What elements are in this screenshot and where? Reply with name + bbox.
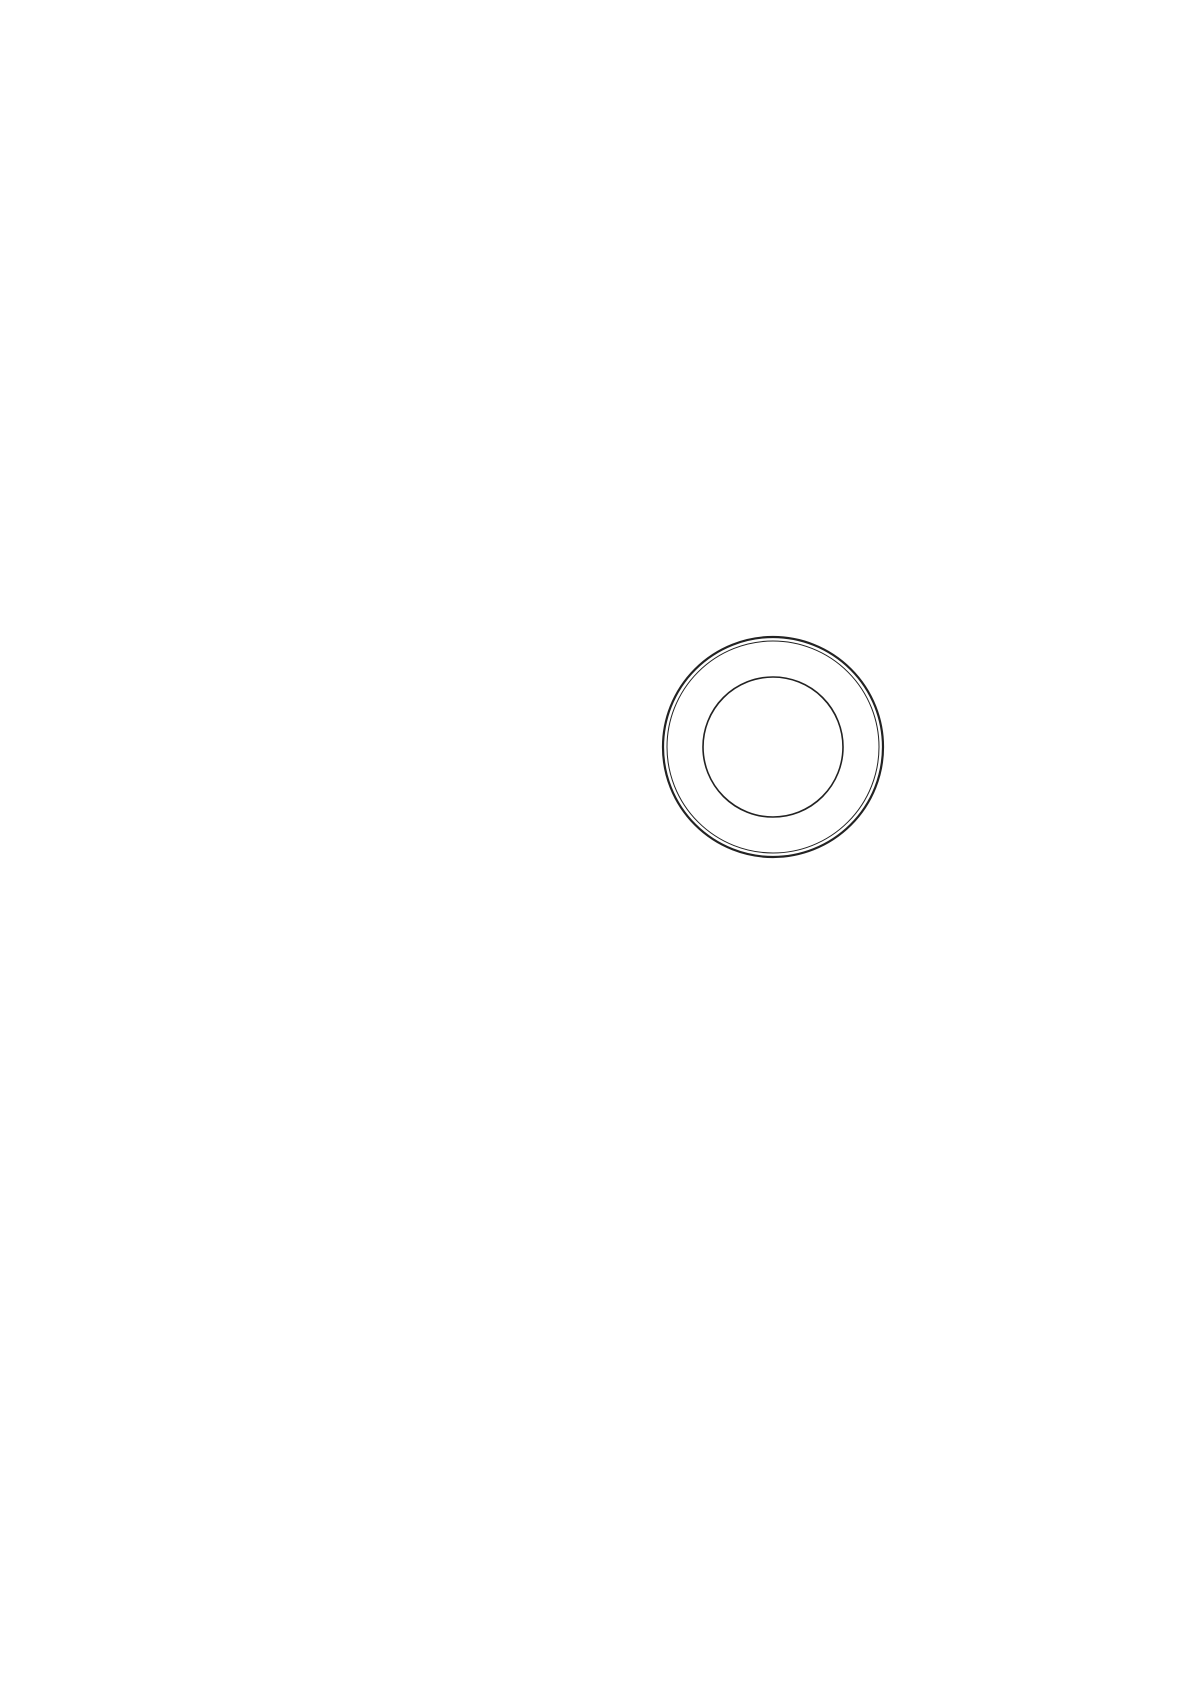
scan-edge-noise — [1170, 0, 1200, 1697]
seal-inner-ring — [703, 677, 843, 817]
definitions-list — [181, 312, 1107, 350]
seal-outer-ring-inner — [667, 641, 879, 853]
fee-formula — [525, 246, 526, 278]
seal-outer-ring — [663, 637, 883, 857]
scan-top-noise — [0, 40, 1200, 52]
official-seal — [659, 633, 887, 861]
definition-td — [181, 318, 1107, 348]
seal-graphic — [659, 633, 887, 861]
